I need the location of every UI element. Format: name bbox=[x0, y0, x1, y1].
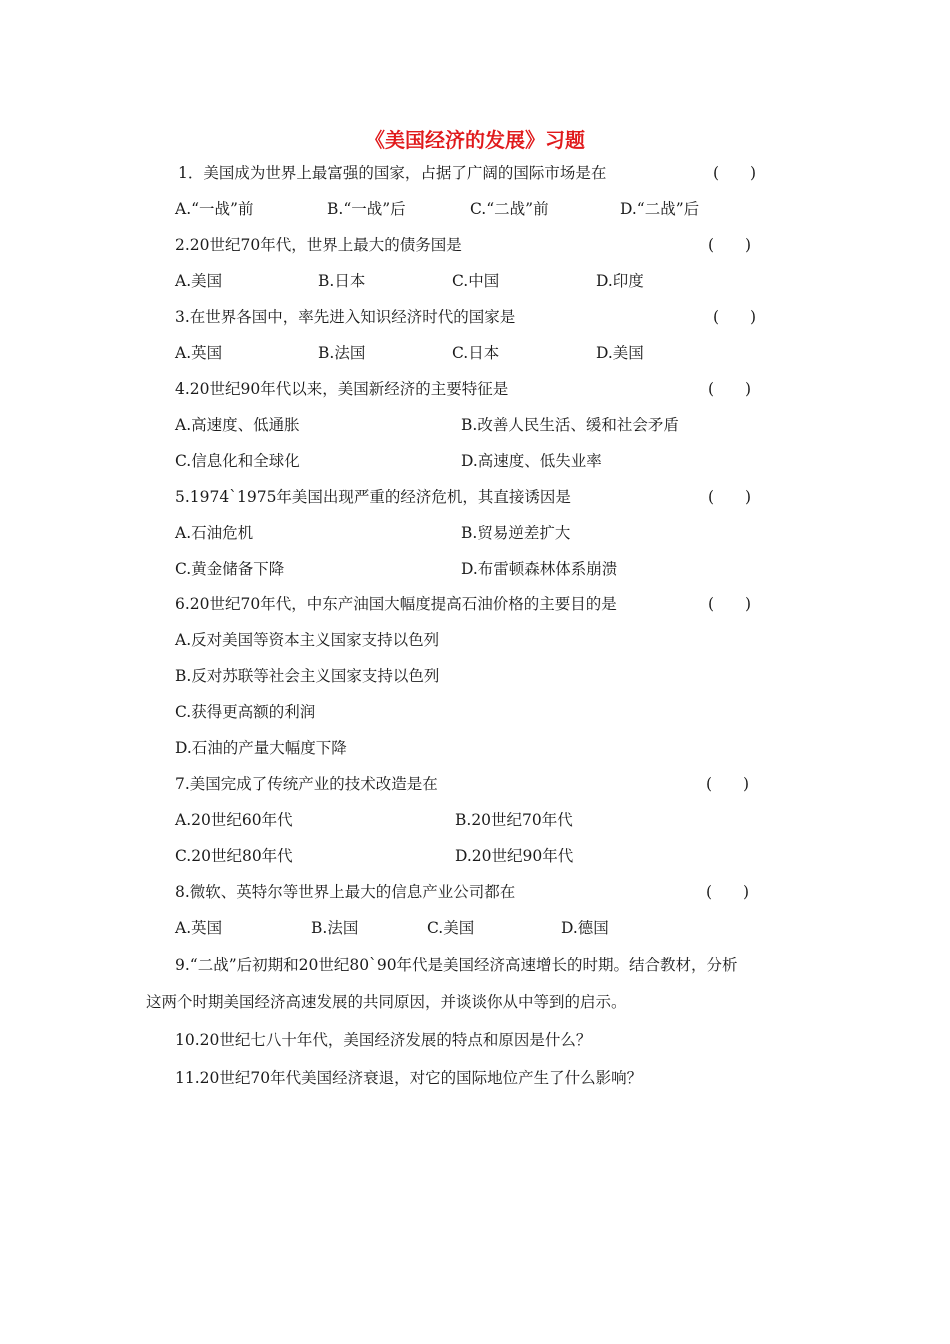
question-9-line-2: 这两个时期美国经济高速发展的共同原因，并谈谈你从中等到的启示。 bbox=[146, 993, 627, 1011]
answer-paren: ( ) bbox=[713, 164, 757, 182]
option-c: C.20世纪80年代 bbox=[175, 847, 293, 865]
option-b: B.反对苏联等社会主义国家支持以色列 bbox=[175, 667, 440, 685]
option-d: D.美国 bbox=[596, 344, 644, 362]
question-9-line-1: 9.“二战”后初期和20世纪80`90年代是美国经济高速增长的时期。结合教材，分析 bbox=[175, 956, 738, 974]
question-5-stem: 5.1974`1975年美国出现严重的经济危机，其直接诱因是 bbox=[175, 488, 571, 506]
option-b: B.20世纪70年代 bbox=[455, 811, 573, 829]
option-b: B.贸易逆差扩大 bbox=[461, 524, 571, 542]
answer-paren: ( ) bbox=[708, 380, 752, 398]
option-d: D.德国 bbox=[561, 919, 609, 937]
option-c: C.中国 bbox=[452, 272, 500, 290]
option-b: B.法国 bbox=[318, 344, 366, 362]
question-7-stem: 7.美国完成了传统产业的技术改造是在 bbox=[175, 775, 438, 793]
option-c: C.获得更高额的利润 bbox=[175, 703, 316, 721]
question-6-stem: 6.20世纪70年代，中东产油国大幅度提高石油价格的主要目的是 bbox=[175, 595, 617, 613]
question-10: 10.20世纪七八十年代，美国经济发展的特点和原因是什么？ bbox=[175, 1031, 592, 1049]
option-d: D.“二战”后 bbox=[620, 200, 700, 218]
option-c: C.美国 bbox=[427, 919, 475, 937]
question-2-stem: 2.20世纪70年代，世界上最大的债务国是 bbox=[175, 236, 462, 254]
question-11: 11.20世纪70年代美国经济衰退，对它的国际地位产生了什么影响？ bbox=[175, 1069, 643, 1087]
option-c: C.黄金储备下降 bbox=[175, 560, 285, 578]
option-a: A.美国 bbox=[175, 272, 223, 290]
option-d: D.20世纪90年代 bbox=[455, 847, 574, 865]
option-d: D.印度 bbox=[596, 272, 644, 290]
option-d: D.布雷顿森林体系崩溃 bbox=[461, 560, 618, 578]
option-d: D.石油的产量大幅度下降 bbox=[175, 739, 347, 757]
option-b: B.日本 bbox=[318, 272, 366, 290]
option-b: B.法国 bbox=[311, 919, 359, 937]
option-a: A.“一战”前 bbox=[175, 200, 254, 218]
option-a: A.高速度、低通胀 bbox=[175, 416, 300, 434]
answer-paren: ( ) bbox=[708, 595, 752, 613]
option-c: C.“二战”前 bbox=[470, 200, 549, 218]
option-b: B.改善人民生活、缓和社会矛盾 bbox=[461, 416, 679, 434]
answer-paren: ( ) bbox=[708, 488, 752, 506]
question-1-stem: 1．美国成为世界上最富强的国家，占据了广阔的国际市场是在 bbox=[178, 164, 607, 182]
option-b: B.“一战”后 bbox=[327, 200, 406, 218]
option-a: A.20世纪60年代 bbox=[175, 811, 293, 829]
answer-paren: ( ) bbox=[706, 775, 750, 793]
option-a: A.英国 bbox=[175, 344, 223, 362]
answer-paren: ( ) bbox=[706, 883, 750, 901]
option-c: C.日本 bbox=[452, 344, 500, 362]
option-c: C.信息化和全球化 bbox=[175, 452, 300, 470]
document-title: 《美国经济的发展》习题 bbox=[365, 128, 585, 152]
option-a: A.石油危机 bbox=[175, 524, 254, 542]
option-a: A.英国 bbox=[175, 919, 223, 937]
answer-paren: ( ) bbox=[713, 308, 757, 326]
question-3-stem: 3.在世界各国中，率先进入知识经济时代的国家是 bbox=[175, 308, 516, 326]
answer-paren: ( ) bbox=[708, 236, 752, 254]
option-d: D.高速度、低失业率 bbox=[461, 452, 602, 470]
question-4-stem: 4.20世纪90年代以来，美国新经济的主要特征是 bbox=[175, 380, 509, 398]
question-8-stem: 8.微软、英特尔等世界上最大的信息产业公司都在 bbox=[175, 883, 516, 901]
option-a: A.反对美国等资本主义国家支持以色列 bbox=[175, 631, 440, 649]
